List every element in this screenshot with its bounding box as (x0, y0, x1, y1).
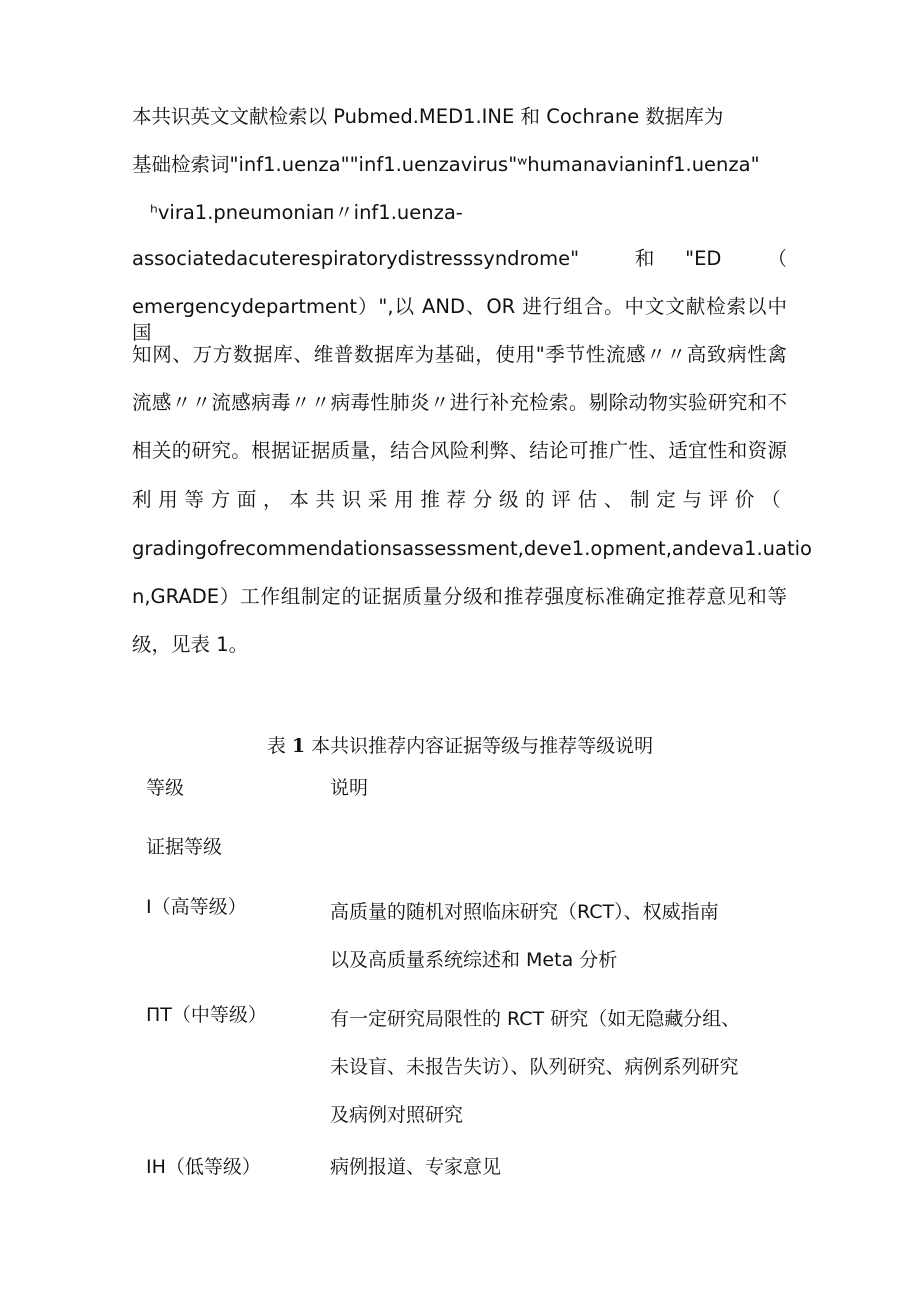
table-header-description: 说明 (330, 777, 369, 799)
paragraph-line: 基础检索词"inf1.uenza""inf1.uenzavirus"ʷhumanavianinf1.uenza" (132, 153, 760, 176)
evidence-level: ΠΤ（中等级） (146, 1004, 267, 1026)
paragraph-line: n,GRADE）工作组制定的证据质量分级和推荐强度标准确定推荐意见和等 (132, 585, 787, 608)
paragraph-line: 利用等方面，本共识采用推荐分级的评估、制定与评价（ (132, 488, 787, 511)
paragraph-line: emergencydepartment）",以 AND、OR 进行组合。中文文献检索以中国 (132, 295, 787, 344)
table-caption-text: 本共识推荐内容证据等级与推荐等级说明 (311, 735, 654, 757)
paragraph-line: associatedacuterespiratorydistresssyndrome" 和 "ED （ (132, 247, 787, 270)
evidence-level: I（高等级） (146, 896, 247, 918)
paragraph-line: gradingofrecommendationsassessment,deve1.opment,andeva1.uatio (132, 537, 812, 560)
paragraph-line: ʰvira1.pneumoniaᴨ〃inf1.uenza- (150, 201, 463, 224)
paragraph-line: 级，见表 1。 (132, 633, 249, 656)
table-caption-prefix: 表 (266, 735, 286, 757)
paragraph-line: 本共识英文文献检索以 Pubmed.MED1.INE 和 Cochrane 数据库为 (132, 105, 724, 128)
evidence-description-line: 病例报道、专家意见 (330, 1156, 502, 1178)
evidence-level: IH（低等级） (146, 1156, 261, 1178)
table-header-level: 等级 (146, 777, 185, 799)
table-caption-number: 1 (291, 735, 306, 757)
paragraph-line: 流感〃〃流感病毒〃〃病毒性肺炎〃进行补充检索。剔除动物实验研究和不 (132, 391, 787, 414)
evidence-description-line: 有一定研究局限性的 RCT 研究（如无隐藏分组、 (330, 1008, 741, 1030)
evidence-description-line: 高质量的随机对照临床研究（RCT）、权威指南 (330, 901, 719, 923)
table-section-title: 证据等级 (146, 836, 223, 858)
paragraph-line: 相关的研究。根据证据质量，结合风险利弊、结论可推广性、适宜性和资源 (132, 439, 787, 462)
evidence-description-line: 未设盲、未报告失访）、队列研究、病例系列研究 (330, 1056, 739, 1078)
table-caption (0, 733, 920, 759)
paragraph-line: 知网、万方数据库、维普数据库为基础，使用"季节性流感〃〃高致病性禽 (132, 343, 787, 366)
evidence-description-line: 及病例对照研究 (330, 1104, 464, 1126)
evidence-description-line: 以及高质量系统综述和 Meta 分析 (330, 949, 618, 971)
